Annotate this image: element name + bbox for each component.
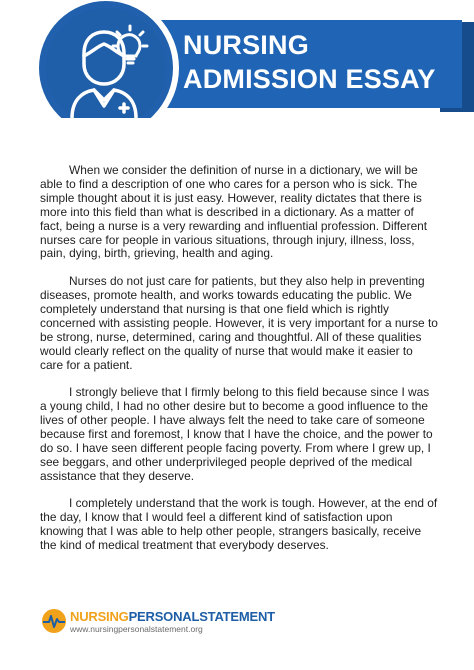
essay-paragraph-2: Nurses do not just care for patients, but they also help in preventing diseases, promote health, and works towards educating the public. We completely understand that nursing is that one field which is rightly concerned with assisting people. However, it is very important for a nurse to be strong, nurse, determined, caring and thoughtful. All of these qualities would clearly reflect on the quality of nurse that would make it easier to care for a patient. bbox=[40, 274, 438, 372]
essay-paragraph-1: When we consider the definition of nurse in a dictionary, we will be able to find a description of one who cares for a person who is sick. The simple thought about it is just easy. However, reality dictates that there is more into this field than what is described in a dictionary. As a matter of fact, being a nurse is a very rewarding and influential profession. Different nurses care for people in various situations, through injury, illness, loss, pain, dying, birth, grieving, health and aging. bbox=[40, 163, 428, 261]
title-line-2: ADMISSION ESSAY bbox=[183, 64, 436, 94]
brand-url: www.nursingpersonalstatement.org bbox=[70, 624, 203, 634]
page-title bbox=[183, 28, 436, 96]
essay-paragraph-4: I completely understand that the work is tough. However, at the end of the day, I know that I would feel a different kind of satisfaction upon knowing that I was able to help other people, strangers basically, receive the kind of medical treatment that everybody deserves. bbox=[40, 496, 438, 553]
brand-name bbox=[70, 609, 275, 624]
footer-logo bbox=[40, 607, 300, 637]
essay-body bbox=[40, 164, 438, 567]
brand-part-2: PERSONALSTATEMENT bbox=[128, 609, 275, 624]
essay-paragraph-3: I strongly believe that I firmly belong to this field because since I was a young child, I had no other desire but to become a good influence to the lives of other people. I have always felt the need to take care of someone because first and foremost, I know that I have the choice, and the power to do so. I have seen different people facing poverty. From where I grew up, I see beggars, and other underprivileged people deprived of the medical assistance that they deserve. bbox=[40, 385, 433, 483]
brand-part-1: NURSING bbox=[70, 609, 129, 624]
heartbeat-logo-icon bbox=[40, 607, 68, 635]
title-line-1: NURSING bbox=[183, 30, 309, 60]
header-banner bbox=[0, 0, 474, 118]
